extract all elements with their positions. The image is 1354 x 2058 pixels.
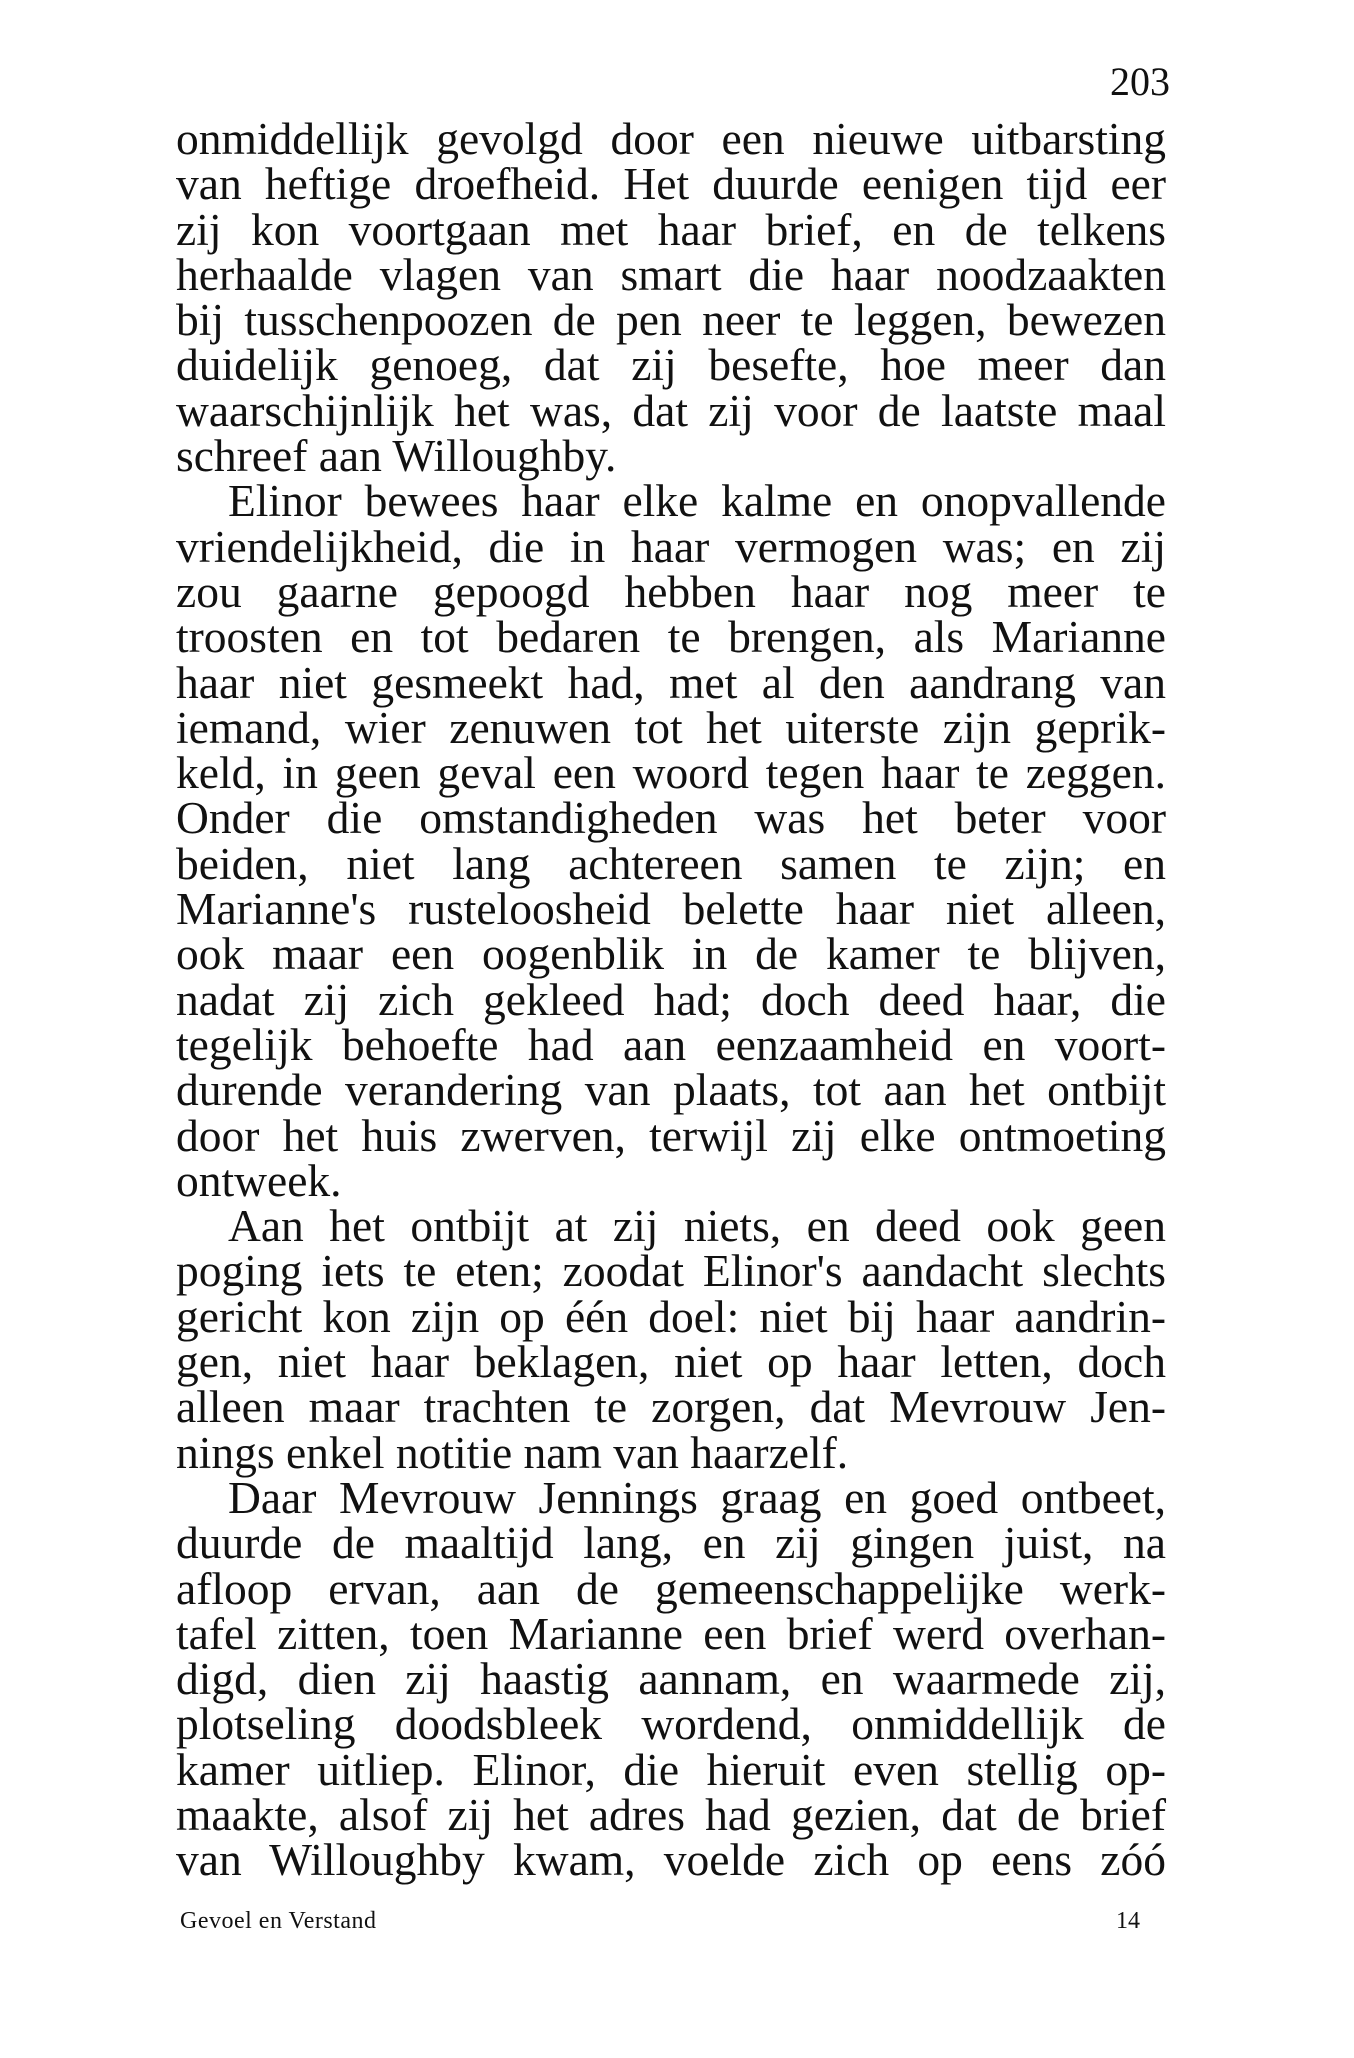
text-line: Aan het ontbijt at zij niets, en deed ook geen [228, 1200, 1166, 1252]
text-line: zou gaarne gepoogd hebben haar nog meer te [176, 565, 1166, 617]
text-line: door het huis zwerven, terwijl zij elke ontmoeting [176, 1109, 1166, 1161]
page-number: 203 [1110, 59, 1170, 104]
text-line: duidelijk genoeg, dat zij besefte, hoe meer dan [176, 339, 1166, 391]
text-line: haar niet gesmeekt had, met al den aandrang van [176, 656, 1166, 708]
text-line: gen, niet haar beklagen, niet op haar letten, doch [176, 1336, 1166, 1388]
text-line: waarschijnlijk het was, dat zij voor de laatste maal [176, 384, 1166, 436]
text-line: iemand, wier zenuwen tot het uiterste zijn geprik- [176, 701, 1166, 753]
text-line: tegelijk behoefte had aan eenzaamheid en voort- [176, 1018, 1166, 1070]
text-line: gericht kon zijn op één doel: niet bij haar aandrin- [176, 1290, 1166, 1342]
text-line: ook maar een oogenblik in de kamer te blijven, [176, 928, 1166, 980]
text-line: schreef aan Willoughby. [176, 430, 617, 482]
text-line: keld, in geen geval een woord tegen haar te zeggen. [176, 747, 1166, 799]
text-line: Marianne's rusteloosheid belette haar niet alleen, [176, 883, 1166, 935]
text-line: tafel zitten, toen Marianne een brief werd overhan- [176, 1607, 1166, 1659]
text-line: poging iets te eten; zoodat Elinor's aandacht slechts [176, 1245, 1166, 1297]
text-line: vriendelijkheid, die in haar vermogen was; en zij [176, 520, 1166, 572]
body-text [176, 113, 1166, 1886]
text-line: nadat zij zich gekleed had; doch deed haar, die [176, 973, 1166, 1025]
text-line: plotseling doodsbleek wordend, onmiddellijk de [176, 1698, 1166, 1750]
text-line: herhaalde vlagen van smart die haar noodzaakten [176, 248, 1166, 300]
paragraph-4 [176, 1471, 1166, 1886]
text-line: durende verandering van plaats, tot aan het ontbijt [176, 1064, 1166, 1116]
text-line: troosten en tot bedaren te brengen, als Marianne [176, 611, 1166, 663]
text-line: van heftige droefheid. Het duurde eenigen tijd eer [176, 158, 1166, 210]
text-line: ontweek. [176, 1154, 342, 1206]
footer-title: Gevoel en Verstand [180, 1908, 377, 1934]
paragraph-2 [176, 475, 1166, 1206]
text-line: maakte, alsof zij het adres had gezien, dat de brief [176, 1788, 1166, 1840]
text-line: van Willoughby kwam, voelde zich op eens zóó [176, 1834, 1166, 1886]
text-line: nings enkel notitie nam van haarzelf. [176, 1426, 849, 1478]
text-line: zij kon voortgaan met haar brief, en de telkens [176, 203, 1166, 255]
text-line: Daar Mevrouw Jennings graag en goed ontbeet, [228, 1471, 1166, 1523]
text-line: duurde de maaltijd lang, en zij gingen juist, na [176, 1517, 1166, 1569]
text-line: afloop ervan, aan de gemeenschappelijke werk- [176, 1562, 1166, 1614]
paragraph-3 [176, 1200, 1166, 1478]
text-line: kamer uitliep. Elinor, die hieruit even stellig op- [176, 1743, 1166, 1795]
signature-mark: 14 [1116, 1908, 1140, 1934]
text-line: onmiddellijk gevolgd door een nieuwe uitbarsting [176, 113, 1166, 164]
text-line: Elinor bewees haar elke kalme en onopvallende [228, 475, 1166, 527]
text-line: bij tusschenpoozen de pen neer te leggen, bewezen [176, 294, 1166, 346]
text-line: alleen maar trachten te zorgen, dat Mevrouw Jen- [176, 1381, 1166, 1433]
paragraph-1 [176, 113, 1166, 482]
text-line: Onder die omstandigheden was het beter voor [176, 792, 1166, 844]
text-line: beiden, niet lang achtereen samen te zijn; en [176, 837, 1166, 889]
text-line: digd, dien zij haastig aannam, en waarmede zij, [176, 1653, 1166, 1705]
